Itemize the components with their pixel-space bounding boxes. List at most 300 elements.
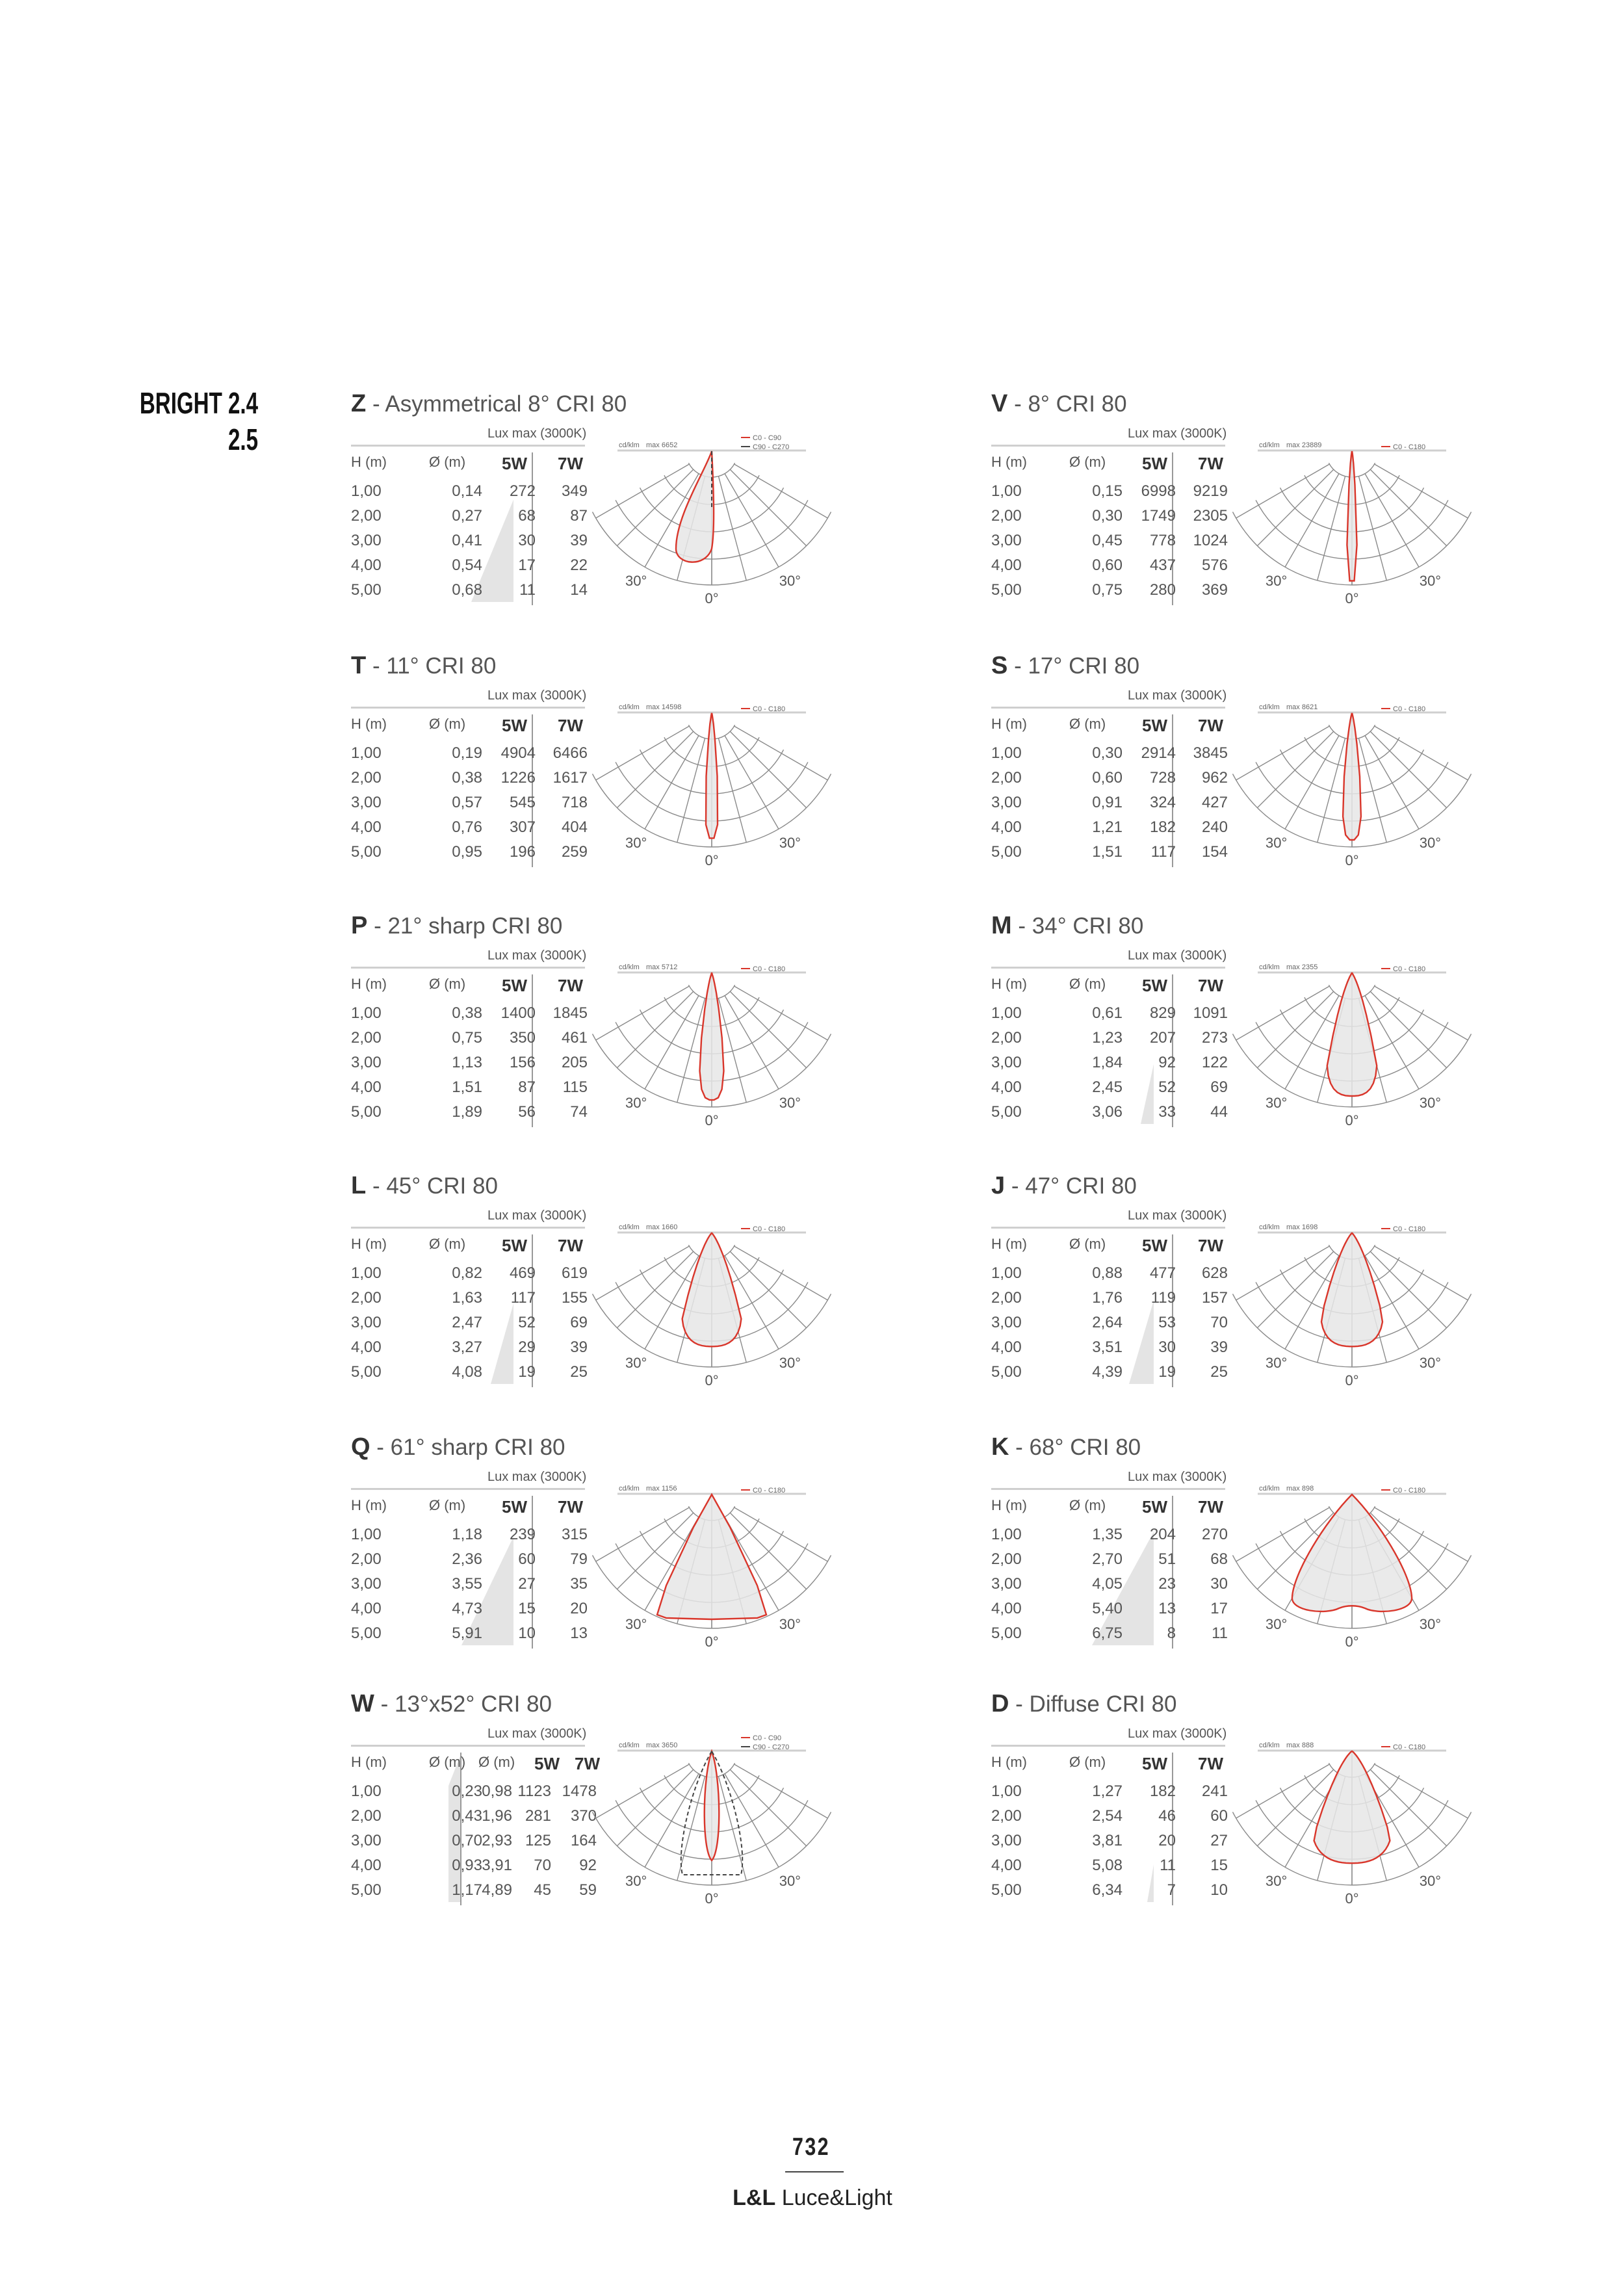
lux-max-header: Lux max (3000K) <box>1128 1470 1227 1484</box>
lux-5w-value: 469 <box>509 1264 536 1282</box>
col-7w-header: 7W <box>1198 454 1223 473</box>
product-title-line-1: BRIGHT 2.4 <box>139 386 258 420</box>
col-7w-header: 7W <box>558 976 583 995</box>
beam-wedge-fill <box>461 1496 513 1645</box>
lux-7w-value: 25 <box>1210 1363 1228 1381</box>
distribution-curve <box>1292 1494 1412 1611</box>
lux-5w-value: 119 <box>1150 1289 1176 1307</box>
optic-description: - 17° CRI 80 <box>1007 653 1140 679</box>
table-header-rule <box>351 1488 585 1490</box>
col-height-header: H (m) <box>351 1236 387 1252</box>
height-value: 2,00 <box>991 1289 1022 1307</box>
angle-label-center: 0° <box>1345 852 1359 868</box>
polar-diagram <box>617 1733 812 1909</box>
polar-spoke <box>617 731 693 807</box>
legend-c0c180: C0 - C180 <box>753 1487 786 1494</box>
angle-label-center: 0° <box>1345 1112 1359 1128</box>
polar-spoke <box>730 1769 806 1846</box>
cdklm-label: cd/klm <box>1259 441 1280 449</box>
lux-7w-value: 92 <box>579 1857 597 1874</box>
lux-max-header: Lux max (3000K) <box>487 1208 587 1223</box>
lux-5w-value: 1749 <box>1141 507 1176 525</box>
optic-description: - 21° sharp CRI 80 <box>367 913 563 939</box>
height-value: 2,00 <box>991 1807 1022 1825</box>
col-7w-header: 7W <box>1198 1754 1223 1773</box>
col-diameter-header: Ø (m) <box>1069 976 1106 992</box>
lux-max-header: Lux max (3000K) <box>487 948 587 963</box>
lux-max-header: Lux max (3000K) <box>487 688 587 703</box>
col-7w-header: 7W <box>1198 716 1223 735</box>
optic-block-p <box>351 912 903 1127</box>
height-value: 2,00 <box>991 1029 1022 1047</box>
table-header-rule <box>351 1227 585 1229</box>
height-value: 1,00 <box>991 744 1022 762</box>
height-value: 4,00 <box>351 1078 382 1096</box>
diameter-value: 3,51 <box>1092 1338 1123 1356</box>
height-value: 1,00 <box>991 1782 1022 1800</box>
distribution-curve <box>1314 1751 1390 1863</box>
polar-spoke <box>1318 476 1345 581</box>
cdklm-label: cd/klm <box>619 703 640 711</box>
col-height-header: H (m) <box>351 716 387 732</box>
lux-5w-value: 196 <box>509 843 536 861</box>
optic-description: - 34° CRI 80 <box>1011 913 1144 939</box>
lux-5w-value: 307 <box>509 818 536 836</box>
diameter-value: 1,84 <box>1092 1054 1123 1071</box>
max-intensity-label: max 3650 <box>646 1742 678 1749</box>
lux-7w-value: 628 <box>1201 1264 1228 1282</box>
col-5w-header: 5W <box>502 1236 527 1255</box>
lux-max-header: Lux max (3000K) <box>487 1727 587 1741</box>
diameter-value: 1,21 <box>1092 818 1123 836</box>
lux-7w-value: 15 <box>1210 1857 1228 1874</box>
height-value: 5,00 <box>991 1103 1022 1121</box>
col-height-header: H (m) <box>991 1754 1027 1770</box>
cdklm-label: cd/klm <box>619 1742 640 1749</box>
diameter-value: 5,91 <box>452 1624 482 1642</box>
polar-spoke <box>1285 474 1339 567</box>
diameter-value: 0,38 <box>452 769 482 787</box>
lux-5w-value: 11 <box>519 581 536 599</box>
lux-5w-value: 30 <box>518 532 536 549</box>
height-value: 2,00 <box>991 769 1022 787</box>
lux-5w-value: 56 <box>518 1103 536 1121</box>
optic-block-v <box>991 390 1544 605</box>
optic-block-z <box>351 390 903 605</box>
diameter-value: 2,36 <box>452 1550 482 1568</box>
lux-7w-value: 79 <box>570 1550 588 1568</box>
lux-5w-value: 29 <box>518 1338 536 1356</box>
max-intensity-label: max 8621 <box>1286 703 1318 711</box>
lux-7w-value: 17 <box>1210 1600 1228 1617</box>
lux-7w-value: 619 <box>561 1264 588 1282</box>
optic-block-t <box>351 652 903 867</box>
diameter-value: 3,06 <box>1092 1103 1123 1121</box>
lux-5w-value: 280 <box>1149 581 1176 599</box>
angle-label-right: 30° <box>779 1616 801 1632</box>
diameter-value: 2,64 <box>1092 1314 1123 1331</box>
table-header-rule <box>351 445 585 447</box>
height-value: 5,00 <box>991 1624 1022 1642</box>
legend-c0c180: C0 - C180 <box>753 965 786 973</box>
beam-wedge-fill <box>1129 1234 1154 1384</box>
lux-5w-value: 272 <box>509 482 536 500</box>
angle-label-left: 30° <box>625 835 647 851</box>
lux-7w-value: 20 <box>570 1600 588 1617</box>
lux-7w-value: 69 <box>570 1314 588 1331</box>
polar-spoke <box>1370 731 1446 807</box>
polar-diagram <box>1258 695 1453 870</box>
lux-5w-value: 477 <box>1149 1264 1176 1282</box>
max-intensity-label: max 898 <box>1286 1485 1314 1493</box>
lux-5w-value: 437 <box>1149 556 1176 574</box>
col-height-header: H (m) <box>351 976 387 992</box>
height-value: 3,00 <box>351 794 382 811</box>
height-value: 1,00 <box>991 1526 1022 1543</box>
polar-spoke <box>734 1246 828 1300</box>
legend-c0c180: C0 - C180 <box>1393 1225 1426 1233</box>
diameter-value: 0,60 <box>1092 769 1123 787</box>
diameter-value: 0,93 <box>452 1857 482 1874</box>
lux-5w-value: 350 <box>509 1029 536 1047</box>
polar-spoke <box>1236 464 1330 518</box>
diameter-value: 5,40 <box>1092 1600 1123 1617</box>
distribution-curve <box>1347 451 1357 581</box>
angle-label-center: 0° <box>1345 1372 1359 1389</box>
height-value: 3,00 <box>351 1832 382 1849</box>
col-7w-header: 7W <box>558 454 583 473</box>
table-header-rule <box>991 1745 1225 1747</box>
diameter-value: 1,27 <box>1092 1782 1123 1800</box>
height-value: 4,00 <box>991 1600 1022 1617</box>
height-value: 4,00 <box>351 1857 382 1874</box>
diameter-value: 1,18 <box>452 1526 482 1543</box>
height-value: 5,00 <box>351 1363 382 1381</box>
height-value: 4,00 <box>991 556 1022 574</box>
diameter-value: 1,89 <box>452 1103 482 1121</box>
optic-heading <box>991 1690 1177 1718</box>
brand-name: Luce&Light <box>775 2185 892 2210</box>
lux-7w-value: 87 <box>570 507 588 525</box>
lux-5w-value: 70 <box>534 1857 551 1874</box>
polar-spoke <box>1257 991 1333 1067</box>
polar-diagram <box>1258 1733 1453 1909</box>
polar-spoke <box>596 1246 690 1300</box>
angle-label-left: 30° <box>1266 1873 1288 1889</box>
beam-wedge-fill <box>1092 1496 1154 1645</box>
col-7w-header: 7W <box>1198 976 1223 995</box>
lux-7w-value: 6466 <box>552 744 588 762</box>
diameter-value: 0,30 <box>1092 507 1123 525</box>
optic-code: Z <box>351 390 367 417</box>
polar-spoke <box>1257 469 1333 545</box>
diameter2-value: 2,93 <box>482 1832 512 1849</box>
col-height-header: H (m) <box>991 976 1027 992</box>
optic-heading <box>991 1433 1141 1461</box>
height-value: 1,00 <box>351 1264 382 1282</box>
lux-7w-value: 59 <box>579 1881 597 1899</box>
height-value: 5,00 <box>351 1103 382 1121</box>
polar-spoke <box>596 1764 690 1818</box>
height-value: 3,00 <box>351 532 382 549</box>
height-value: 5,00 <box>991 843 1022 861</box>
diameter-value: 3,27 <box>452 1338 482 1356</box>
height-value: 3,00 <box>351 1054 382 1071</box>
lux-7w-value: 154 <box>1201 843 1228 861</box>
polar-spoke <box>617 1251 693 1327</box>
col-diameter-header: Ø (m) <box>1069 716 1106 732</box>
col-7w-header: 7W <box>558 1497 583 1517</box>
optic-code: Q <box>351 1433 370 1461</box>
polar-spoke <box>1370 469 1446 545</box>
optic-description: - 45° CRI 80 <box>366 1173 498 1199</box>
optic-description: - Diffuse CRI 80 <box>1009 1691 1177 1717</box>
diameter-value: 2,47 <box>452 1314 482 1331</box>
angle-label-left: 30° <box>1266 573 1288 589</box>
optic-description: - 61° sharp CRI 80 <box>370 1435 565 1460</box>
optic-heading <box>351 652 496 680</box>
polar-spoke <box>596 1507 690 1561</box>
diameter-value: 0,75 <box>1092 581 1123 599</box>
polar-spoke <box>645 736 699 829</box>
table-header-rule <box>991 445 1225 447</box>
diameter-value: 1,51 <box>452 1078 482 1096</box>
optic-heading <box>991 390 1127 418</box>
lux-7w-value: 69 <box>1210 1078 1228 1096</box>
lux-7w-value: 404 <box>561 818 588 836</box>
polar-spoke <box>1236 986 1330 1040</box>
polar-spoke <box>1358 738 1386 842</box>
lux-5w-value: 207 <box>1149 1029 1176 1047</box>
diameter2-value: 4,89 <box>482 1881 512 1899</box>
angle-label-left: 30° <box>625 1355 647 1371</box>
angle-label-center: 0° <box>705 852 719 868</box>
height-value: 2,00 <box>351 1029 382 1047</box>
lux-max-header: Lux max (3000K) <box>1128 688 1227 703</box>
angle-label-left: 30° <box>1266 835 1288 851</box>
brand-mark: L&L <box>733 2185 776 2210</box>
polar-spoke <box>734 1764 828 1818</box>
max-intensity-label: max 5712 <box>646 963 678 971</box>
polar-spoke <box>1370 991 1446 1067</box>
distribution-curve <box>657 1494 766 1619</box>
lux-7w-value: 155 <box>561 1289 588 1307</box>
lux-5w-value: 46 <box>1158 1807 1176 1825</box>
optic-block-j <box>991 1172 1544 1387</box>
lux-7w-value: 3845 <box>1193 744 1228 762</box>
lux-7w-value: 370 <box>570 1807 597 1825</box>
legend-c0c180: C0 - C180 <box>753 1225 786 1233</box>
col-7w-header: 7W <box>558 1236 583 1255</box>
lux-5w-value: 829 <box>1149 1004 1176 1022</box>
lux-5w-value: 545 <box>509 794 536 811</box>
polar-spoke <box>1236 1764 1330 1818</box>
max-intensity-label: max 1660 <box>646 1223 678 1231</box>
brand-footer <box>715 2185 910 2211</box>
height-value: 4,00 <box>351 1600 382 1617</box>
diameter-value: 4,08 <box>452 1363 482 1381</box>
legend-c0c180: C0 - C180 <box>1393 705 1426 713</box>
polar-spoke <box>1318 738 1345 842</box>
lux-7w-value: 60 <box>1210 1807 1228 1825</box>
legend-c0c90: C0 - C90 <box>753 434 782 442</box>
angle-label-left: 30° <box>625 1873 647 1889</box>
lux-5w-value: 778 <box>1149 532 1176 549</box>
lux-5w-value: 52 <box>1158 1078 1176 1096</box>
lux-7w-value: 273 <box>1201 1029 1228 1047</box>
height-value: 4,00 <box>351 556 382 574</box>
angle-label-left: 30° <box>1266 1355 1288 1371</box>
col-5w-header: 5W <box>502 976 527 995</box>
height-value: 1,00 <box>351 744 382 762</box>
table-header-rule <box>991 707 1225 709</box>
polar-spoke <box>730 469 806 545</box>
diameter-value: 3,55 <box>452 1575 482 1593</box>
optic-code: T <box>351 652 367 679</box>
max-intensity-label: max 888 <box>1286 1742 1314 1749</box>
polar-spoke <box>1375 986 1468 1040</box>
lux-5w-value: 4904 <box>500 744 536 762</box>
col-5w-header: 5W <box>1142 1236 1167 1255</box>
col-diameter-header: Ø (m) <box>1069 454 1106 470</box>
col-diameter-header: Ø (m) <box>429 716 466 732</box>
lux-7w-value: 315 <box>561 1526 588 1543</box>
lux-7w-value: 44 <box>1210 1103 1228 1121</box>
angle-label-right: 30° <box>779 573 801 589</box>
polar-spoke <box>734 726 828 780</box>
height-value: 4,00 <box>351 818 382 836</box>
col-5w-header: 5W <box>502 454 527 473</box>
col-height-header: H (m) <box>991 716 1027 732</box>
height-value: 3,00 <box>991 1054 1022 1071</box>
angle-label-center: 0° <box>1345 1634 1359 1650</box>
diameter-value: 0,54 <box>452 556 482 574</box>
lux-5w-value: 87 <box>518 1078 536 1096</box>
polar-spoke <box>725 996 779 1089</box>
optic-description: - 68° CRI 80 <box>1009 1435 1141 1460</box>
table-header-rule <box>991 1227 1225 1229</box>
optic-description: - Asymmetrical 8° CRI 80 <box>366 391 627 417</box>
polar-spoke <box>645 996 699 1089</box>
polar-spoke <box>734 464 828 518</box>
lux-5w-value: 156 <box>509 1054 536 1071</box>
lux-5w-value: 27 <box>518 1575 536 1593</box>
lux-5w-value: 92 <box>1158 1054 1176 1071</box>
optic-block-d <box>991 1690 1544 1905</box>
height-value: 3,00 <box>351 1314 382 1331</box>
lux-7w-value: 11 <box>1212 1624 1228 1642</box>
height-value: 2,00 <box>991 507 1022 525</box>
lux-5w-value: 15 <box>518 1600 536 1617</box>
col-height-header: H (m) <box>991 1236 1027 1252</box>
angle-label-right: 30° <box>1419 1873 1441 1889</box>
footer-divider <box>785 2171 844 2172</box>
polar-spoke <box>645 1774 699 1868</box>
diameter-value: 2,70 <box>1092 1550 1123 1568</box>
angle-label-left: 30° <box>1266 1095 1288 1111</box>
optic-heading <box>351 1690 552 1718</box>
lux-max-header: Lux max (3000K) <box>1128 1727 1227 1741</box>
optic-block-q <box>351 1433 903 1648</box>
distribution-curve <box>700 973 724 1100</box>
height-value: 2,00 <box>991 1550 1022 1568</box>
beam-wedge-fill <box>1147 1753 1154 1902</box>
distribution-curve <box>1321 1233 1383 1346</box>
diameter-value: 0,60 <box>1092 556 1123 574</box>
diameter-value: 6,75 <box>1092 1624 1123 1642</box>
angle-label-right: 30° <box>1419 573 1441 589</box>
height-value: 4,00 <box>991 1857 1022 1874</box>
diameter-value: 3,81 <box>1092 1832 1123 1849</box>
height-value: 5,00 <box>351 581 382 599</box>
col-diameter-header: Ø (m) <box>429 1236 466 1252</box>
table-header-rule <box>351 967 585 969</box>
col-5w-header: 5W <box>502 716 527 735</box>
polar-spoke <box>725 474 779 567</box>
optic-description: - 11° CRI 80 <box>366 653 497 679</box>
polar-spoke <box>617 991 693 1067</box>
lux-5w-value: 13 <box>1158 1600 1176 1617</box>
lux-7w-value: 270 <box>1201 1526 1228 1543</box>
polar-diagram <box>617 695 812 870</box>
lux-5w-value: 117 <box>510 1289 536 1307</box>
diameter-value: 0,27 <box>452 507 482 525</box>
angle-label-right: 30° <box>779 835 801 851</box>
lux-7w-value: 1091 <box>1193 1004 1228 1022</box>
diameter2-value: 3,91 <box>482 1857 512 1874</box>
optic-block-s <box>991 652 1544 867</box>
polar-spoke <box>596 986 690 1040</box>
diameter-value: 0,61 <box>1092 1004 1123 1022</box>
optic-code: K <box>991 1433 1009 1461</box>
height-value: 1,00 <box>991 482 1022 500</box>
product-title-line-2: 2.5 <box>227 423 258 456</box>
polar-spoke <box>677 738 705 842</box>
height-value: 3,00 <box>351 1575 382 1593</box>
polar-spoke <box>596 726 690 780</box>
optic-code: V <box>991 390 1008 417</box>
polar-spoke <box>1236 1246 1330 1300</box>
legend-c0c90: C0 - C90 <box>753 1734 782 1742</box>
lux-max-header: Lux max (3000K) <box>487 426 587 441</box>
lux-5w-value: 20 <box>1158 1832 1176 1849</box>
lux-7w-value: 2305 <box>1193 507 1228 525</box>
diameter-value: 1,35 <box>1092 1526 1123 1543</box>
diameter-value: 1,76 <box>1092 1289 1123 1307</box>
optic-code: W <box>351 1690 374 1717</box>
polar-spoke <box>1375 464 1468 518</box>
col-5w-header: 5W <box>1142 454 1167 473</box>
height-value: 2,00 <box>351 1807 382 1825</box>
height-value: 2,00 <box>351 1550 382 1568</box>
angle-label-right: 30° <box>779 1355 801 1371</box>
lux-7w-value: 1478 <box>562 1782 597 1800</box>
polar-spoke <box>1375 1246 1468 1300</box>
lux-max-header: Lux max (3000K) <box>487 1470 587 1484</box>
lux-7w-value: 70 <box>1210 1314 1228 1331</box>
col-height-header: H (m) <box>991 454 1027 470</box>
lux-5w-value: 1400 <box>500 1004 536 1022</box>
angle-label-right: 30° <box>779 1095 801 1111</box>
lux-5w-value: 10 <box>518 1624 536 1642</box>
diameter-value: 0,70 <box>452 1832 482 1849</box>
diameter-value: 4,39 <box>1092 1363 1123 1381</box>
angle-label-right: 30° <box>1419 1095 1441 1111</box>
optic-code: M <box>991 912 1012 939</box>
optic-code: P <box>351 912 368 939</box>
angle-label-center: 0° <box>705 590 719 607</box>
lux-7w-value: 962 <box>1201 769 1228 787</box>
